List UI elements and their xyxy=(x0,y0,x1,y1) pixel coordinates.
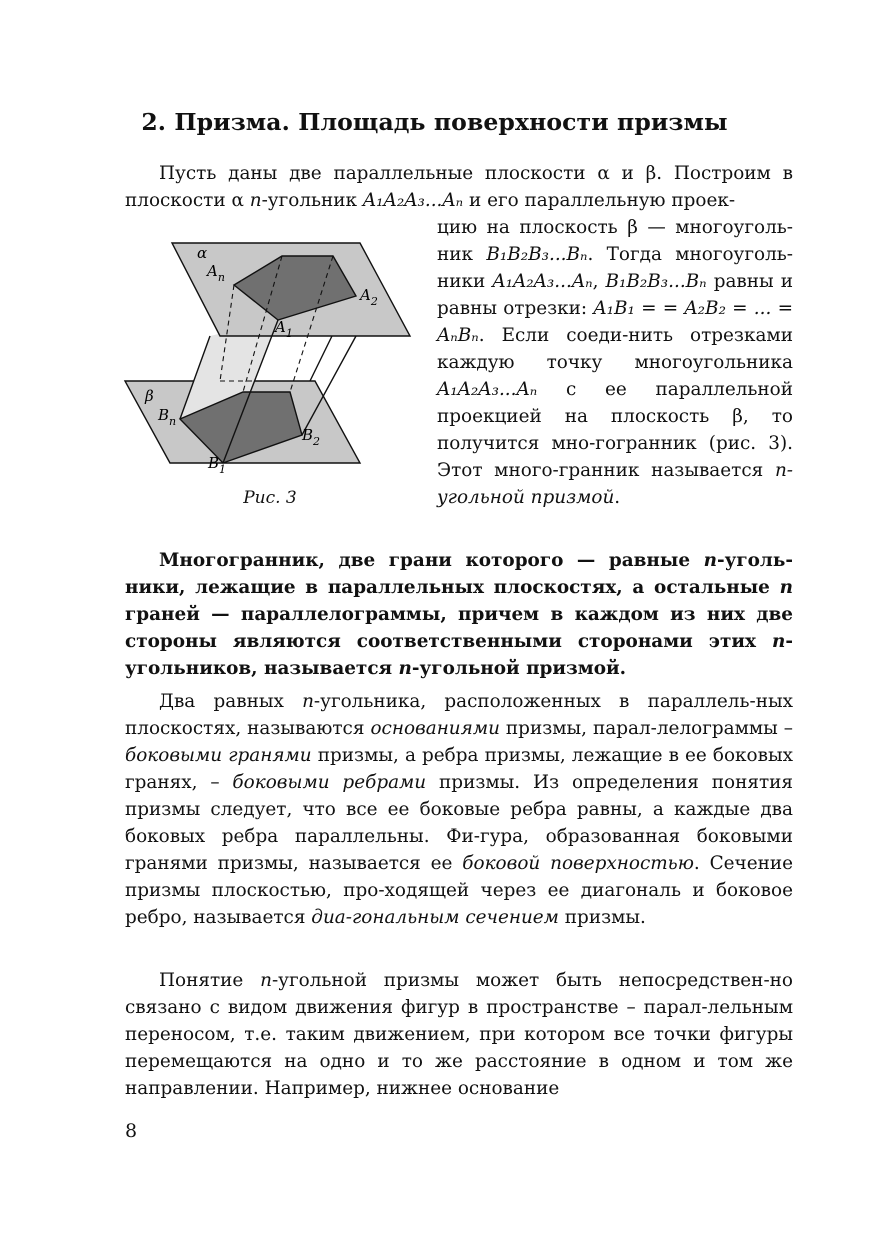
label-B2: $B_2$ xyxy=(302,426,321,448)
label-A2: $A_2$ xyxy=(360,286,378,308)
label-beta: β xyxy=(145,387,154,405)
figure-caption: Рис. 3 xyxy=(243,488,297,508)
wrapped-paragraph: цию на плоскость β — многоуголь-ник B₁B₂B₃...Bₙ. Тогда многоуголь-ники A₁A₂A₃...Aₙ, B₁B₂B₃...Bₙ равны и равны отрезки: A₁B₁ = = A₂B₂ = ... = AₙBₙ. Если соеди-нить отрезками каждую точку многоугольника A₁A₂A₃...Aₙ с ее параллельной проекцией на плоскость β, то получится мно-гогранник (рис. 3). Этот много-гранник называется n-угольной призмой. xyxy=(437,217,793,508)
intro-paragraph: Пусть даны две параллельные плоскости α и β. Построим в плоскости α n-угольник A₁A₂A₃...Aₙ и его параллельную проек- xyxy=(125,163,793,211)
label-A1: $A_1$ xyxy=(275,318,293,340)
label-An: $A_n$ xyxy=(207,262,225,284)
definition-paragraph: Многогранник, две грани которого — равные n-уголь-ники, лежащие в параллельных плоскостях, а остальные n граней — параллелограммы, причем в каждом из них две стороны являются соответственными сторонами этих n-угольников, называется n-угольной призмой. xyxy=(125,550,794,679)
label-alpha: α xyxy=(197,244,208,262)
label-Bn: $B_n$ xyxy=(158,406,177,428)
page-title: 2. Призма. Площадь поверхности призмы xyxy=(141,108,728,136)
edge-lower-right xyxy=(310,336,332,381)
translation-paragraph: Понятие n-угольной призмы может быть непосредствен-но связано с видом движения фигур в пространстве – парал-лельным переносом, т.е. таким движением, при котором все точки фигуры перемещаются на одно и то же расстояние в одном и том же направлении. Например, нижнее основание xyxy=(125,970,793,1099)
bases-paragraph: Два равных n-угольника, расположенных в параллель-ных плоскостях, называются основаниями призмы, парал-лелограммы – боковыми гранями призмы, а ребра призмы, лежащие в ее боковых гранях, – боковыми ребрами призмы. Из определения понятия призмы следует, что все ее боковые ребра равны, а каждые два боковых ребра параллельны. Фи-гура, образованная боковыми гранями призмы, называется ее боковой поверхностью. Сечение призмы плоскостью, про-ходящей через ее диагональ и боковое ребро, называется диа-гональным сечением призмы. xyxy=(125,691,793,928)
label-B1: $B_1$ xyxy=(208,454,227,476)
prism-figure xyxy=(120,238,420,528)
page-number: 8 xyxy=(125,1120,138,1142)
prism-diagram xyxy=(120,238,420,488)
